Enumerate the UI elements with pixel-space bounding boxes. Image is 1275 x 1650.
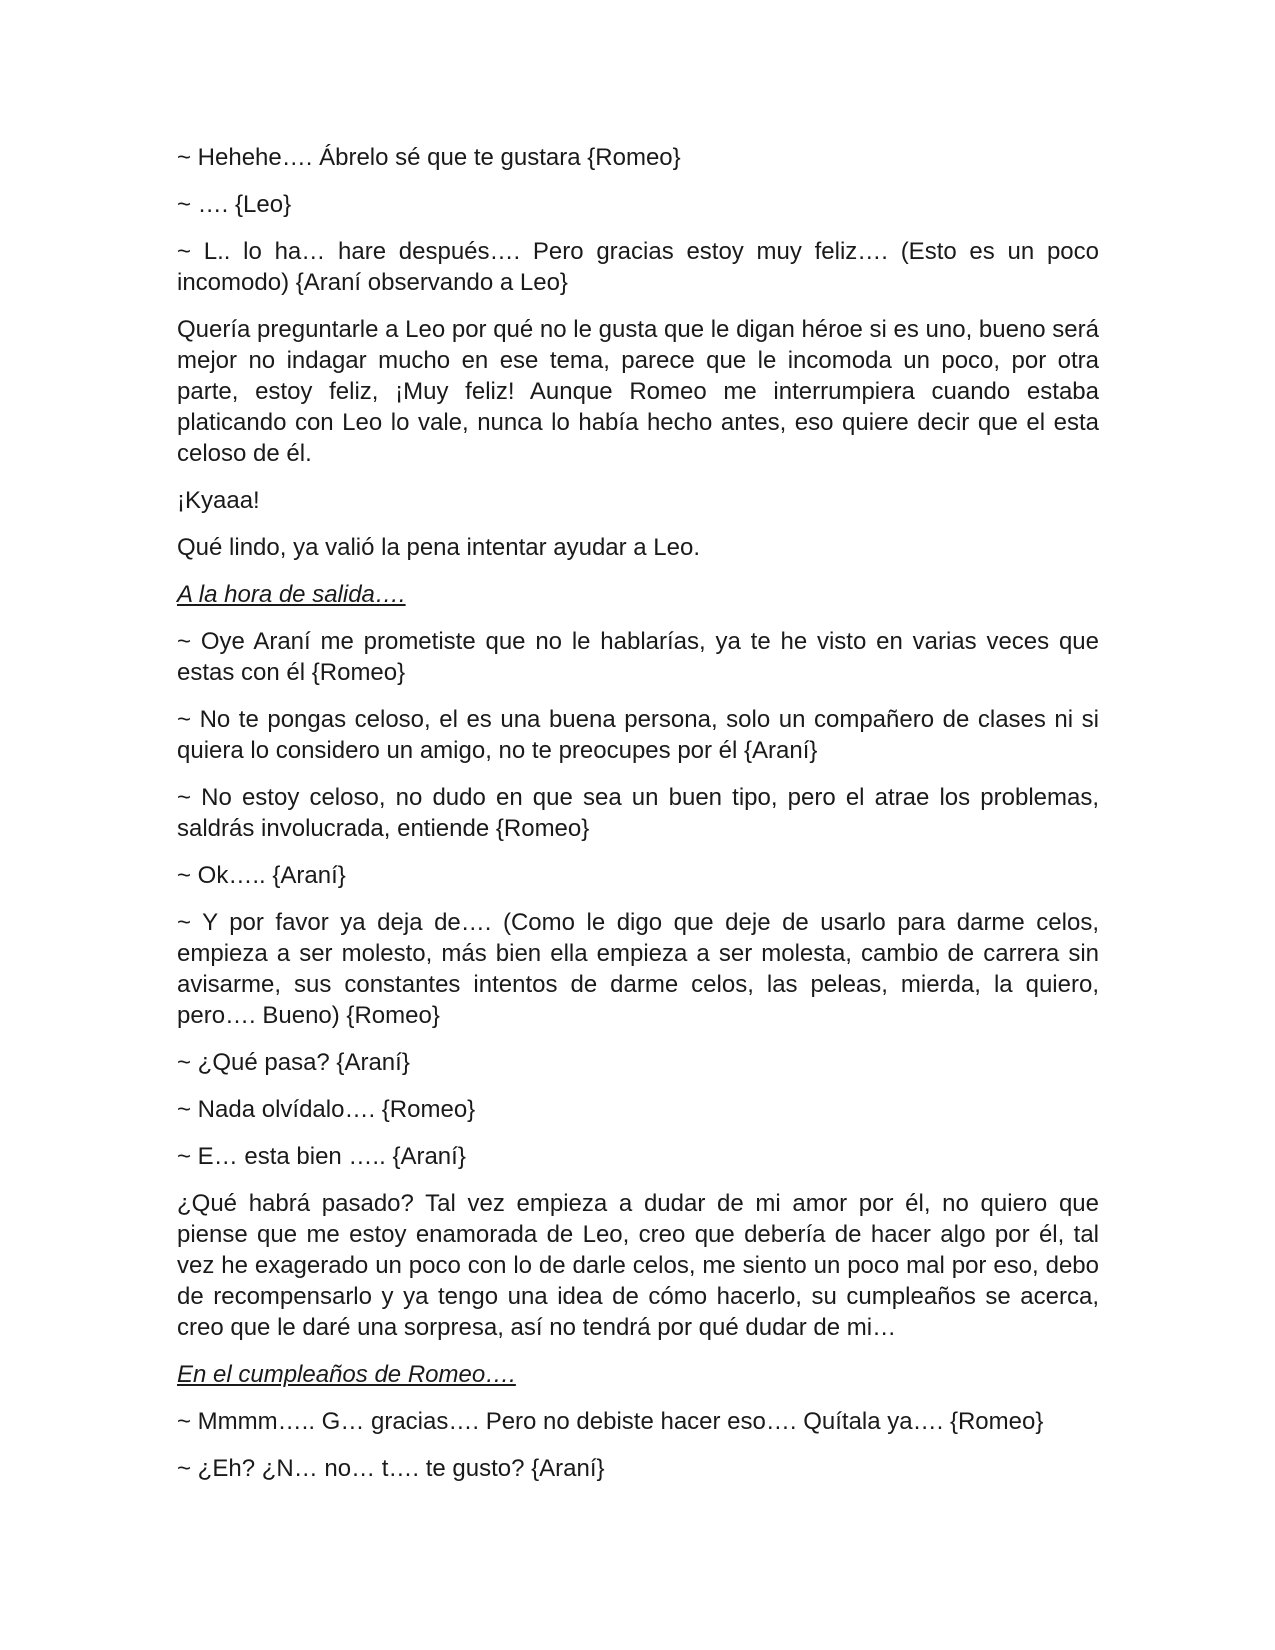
dialogue-line: ~ Hehehe…. Ábrelo sé que te gustara {Romeo} xyxy=(177,144,681,171)
dialogue-line: ~ L.. lo ha… hare después…. Pero gracias estoy muy feliz…. (Esto es un poco incomodo) {Araní observando a Leo} xyxy=(177,238,1099,296)
dialogue-line: ~ …. {Leo} xyxy=(177,191,292,218)
dialogue-line: ~ Nada olvídalo…. {Romeo} xyxy=(177,1096,476,1123)
scene-heading: En el cumpleaños de Romeo…. xyxy=(177,1361,516,1388)
dialogue-line: ~ Mmmm….. G… gracias…. Pero no debiste hacer eso…. Quítala ya…. {Romeo} xyxy=(177,1408,1044,1435)
dialogue-line: ~ E… esta bien ….. {Araní} xyxy=(177,1143,466,1170)
narration-paragraph: ¿Qué habrá pasado? Tal vez empieza a dudar de mi amor por él, no quiero que piense que me estoy enamorada de Leo, creo que debería de hacer algo por él, tal vez he exagerado un poco con lo de darle celos, me siento un poco mal por eso, debo de recompensarlo y ya tengo una idea de cómo hacerlo, su cumpleaños se acerca, creo que le daré una sorpresa, así no tendrá por qué dudar de mi… xyxy=(177,1190,1099,1341)
dialogue-line: ~ No te pongas celoso, el es una buena persona, solo un compañero de clases ni si quiera lo considero un amigo, no te preocupes por él {Araní} xyxy=(177,706,1099,764)
scene-heading: A la hora de salida…. xyxy=(177,581,406,608)
dialogue-line: ~ Oye Araní me prometiste que no le hablarías, ya te he visto en varias veces que estas con él {Romeo} xyxy=(177,628,1099,686)
narration-paragraph: Quería preguntarle a Leo por qué no le gusta que le digan héroe si es uno, bueno será mejor no indagar mucho en ese tema, parece que le incomoda un poco, por otra parte, estoy feliz, ¡Muy feliz! Aunque Romeo me interrumpiera cuando estaba platicando con Leo lo vale, nunca lo había hecho antes, eso quiere decir que el esta celoso de él. xyxy=(177,316,1099,467)
dialogue-line: ~ Y por favor ya deja de…. (Como le digo que deje de usarlo para darme celos, empieza a ser molesto, más bien ella empieza a ser molesta, cambio de carrera sin avisarme, sus constantes intentos de darme celos, las peleas, mierda, la quiero, pero…. Bueno) {Romeo} xyxy=(177,909,1099,1029)
dialogue-line: ~ No estoy celoso, no dudo en que sea un buen tipo, pero el atrae los problemas, saldrás involucrada, entiende {Romeo} xyxy=(177,784,1099,842)
document-page xyxy=(177,142,1099,1500)
narration-paragraph: Qué lindo, ya valió la pena intentar ayudar a Leo. xyxy=(177,534,701,561)
dialogue-line: ~ ¿Qué pasa? {Araní} xyxy=(177,1049,410,1076)
dialogue-line: ~ Ok….. {Araní} xyxy=(177,862,346,889)
narration-paragraph: ¡Kyaaa! xyxy=(177,487,260,514)
dialogue-line: ~ ¿Eh? ¿N… no… t…. te gusto? {Araní} xyxy=(177,1455,605,1482)
